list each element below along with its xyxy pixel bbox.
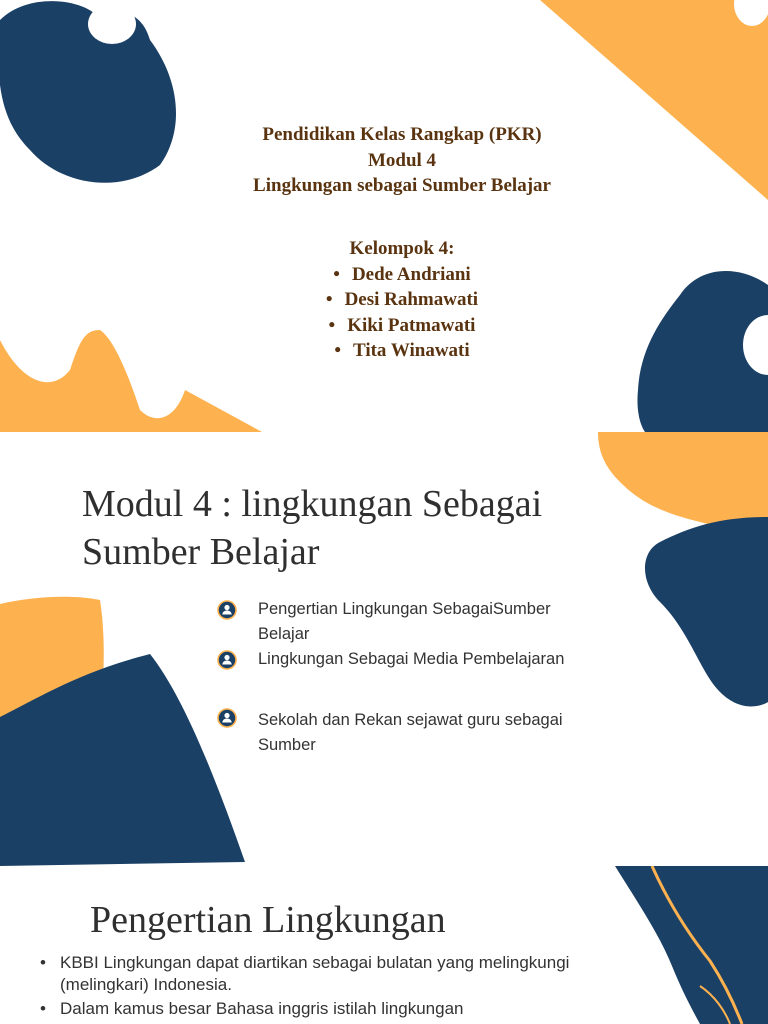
title-line: Pendidikan Kelas Rangkap (PKR) — [262, 124, 542, 145]
navy-blob-right — [615, 866, 768, 1024]
bullet: • — [333, 263, 340, 285]
member-item — [0, 338, 768, 364]
member-name: Dede Andriani — [351, 263, 471, 285]
user-icon — [217, 600, 237, 620]
presentation-title — [0, 122, 768, 199]
bullet: • — [325, 289, 333, 310]
title-line: Modul 4 — [367, 149, 437, 171]
bullet: • — [40, 953, 46, 972]
white-notch — [88, 4, 136, 44]
topic-label: Pengertian Lingkungan SebagaiSumber Belajar — [258, 600, 551, 643]
slide-title: Modul 4 : lingkungan Sebagai Sumber Belajar — [82, 483, 543, 573]
bullet: • — [334, 340, 341, 361]
bullet: • — [40, 999, 46, 1018]
member-item — [0, 313, 768, 339]
list-item — [40, 998, 580, 1020]
slide-2 — [0, 432, 768, 866]
member-name: Tita Winawati — [352, 340, 470, 361]
member-item — [0, 262, 768, 288]
slide-title: Pengertian Lingkungan — [90, 899, 446, 941]
list-item-text: KBBI Lingkungan dapat diartikan sebagai bulatan yang melingkungi (melingkari) Indonesia. — [60, 953, 570, 994]
slide-3 — [0, 866, 768, 1024]
list-item — [40, 952, 580, 996]
topic-label: Lingkungan Sebagai Media Pembelajaran — [258, 650, 565, 668]
group-label: Kelompok 4: — [349, 238, 455, 259]
user-icon — [217, 650, 237, 670]
member-name: Kiki Patmawati — [347, 314, 476, 336]
topic-item — [217, 650, 597, 672]
topic-item — [217, 708, 597, 758]
bullet: • — [328, 314, 336, 336]
decorative-shapes — [0, 0, 768, 432]
list-item-text: Dalam kamus besar Bahasa inggris istilah lingkungan — [60, 999, 464, 1018]
navy-blob-right — [645, 517, 768, 706]
topic-label: Sekolah dan Rekan sejawat guru sebagai Sumber — [258, 711, 563, 754]
title-line: Lingkungan sebagai Sumber Belajar — [253, 175, 551, 196]
definition-list — [40, 952, 580, 1022]
topic-item — [217, 600, 597, 647]
member-item — [0, 287, 768, 313]
slide-1 — [0, 0, 768, 432]
user-icon — [217, 708, 237, 728]
group-members — [0, 236, 768, 364]
member-name: Desi Rahmawati — [344, 289, 479, 310]
